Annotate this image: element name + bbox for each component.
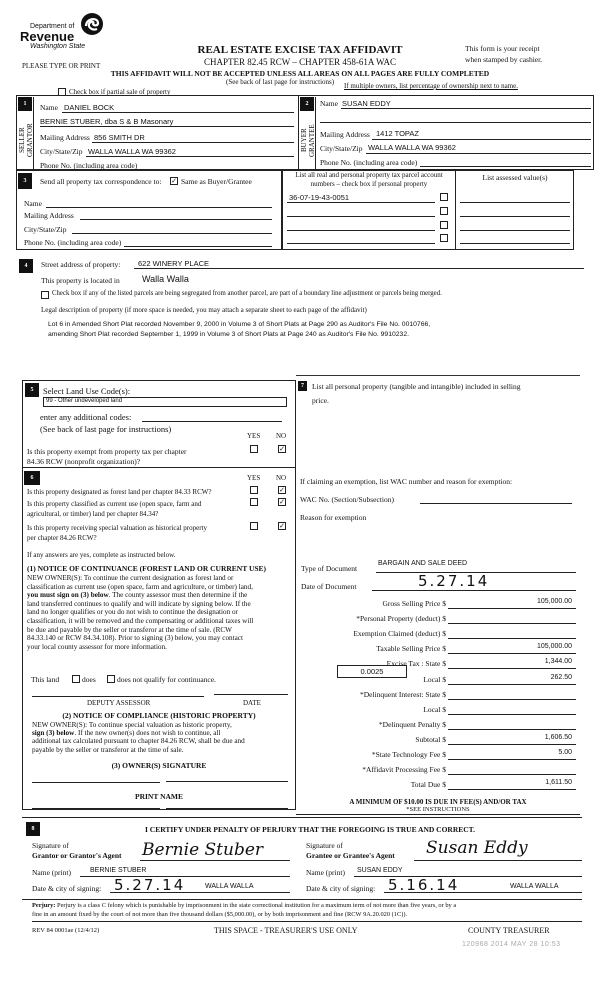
seller-name-label: Name [40, 103, 58, 112]
located-label: This property is located in [41, 276, 120, 285]
corr-city-label: City/State/Zip [24, 225, 67, 234]
buyer-city-label: City/State/Zip [320, 144, 363, 153]
buyer-city-value: WALLA WALLA WA 99362 [368, 143, 456, 152]
seller-name2-field[interactable] [40, 126, 294, 127]
tax-row-label: Total Due $ [410, 780, 446, 789]
s6-no-header: NO [276, 474, 287, 482]
additional-codes-field[interactable] [142, 421, 282, 422]
logo-line3: Washington State [30, 43, 86, 50]
assessor-date-field[interactable] [214, 694, 288, 695]
buyer-address-field[interactable] [372, 139, 591, 140]
partial-sale-label: Check box if partial sale of property [69, 88, 171, 96]
grantor-sig-label-1: Signature of [32, 841, 69, 850]
notice-compliance-body [32, 721, 294, 754]
grantor-date-label: Date & city of signing: [32, 884, 102, 893]
segregated-checkbox[interactable] [41, 291, 49, 299]
tax-row-label: Taxable Selling Price $ [376, 644, 446, 653]
s6-yes-header: YES [247, 474, 261, 482]
exempt-yes-checkbox[interactable] [250, 445, 258, 453]
receipt-note-2: when stamped by cashier. [465, 55, 543, 64]
parcel-number-field[interactable] [287, 216, 435, 217]
notice2-line: additional tax calculated pursuant to chapter 84.26 RCW, shall be due and [32, 737, 245, 746]
personal-property-checkbox[interactable] [440, 193, 448, 201]
parcels-divider [455, 170, 456, 250]
corr-address-label: Mailing Address [24, 211, 74, 220]
tax-row-field[interactable] [448, 699, 576, 700]
assessed-value-field[interactable] [460, 243, 570, 244]
logo-line2: Revenue [20, 29, 75, 44]
tax-row-field[interactable] [448, 774, 576, 775]
seller-address-field[interactable] [92, 142, 294, 143]
tax-row-label: *Affidavit Processing Fee $ [362, 765, 446, 774]
print-name-label: PRINT NAME [135, 792, 183, 801]
seller-name-value: DANIEL BOCK [64, 103, 115, 112]
notice1-line: 84.33.140 or RCW 84.34.108). Prior to signing (3) below, you may contact [27, 634, 243, 643]
tax-row-label: *Delinquent Interest: State $ [359, 690, 446, 699]
buyer-name-value: SUSAN EDDY [342, 99, 391, 108]
doc-type-value: BARGAIN AND SALE DEED [378, 560, 468, 567]
notice1-line: land transferred continues to qualify and will indicate by signing below. If the [27, 599, 251, 608]
tax-row-label: *Delinquent Penalty $ [378, 720, 446, 729]
tax-row-field[interactable] [448, 653, 576, 654]
seller-city-value: WALLA WALLA WA 99362 [88, 147, 176, 156]
wac-field[interactable] [420, 503, 572, 504]
seller-city-label: City/State/Zip [40, 147, 83, 156]
footer-rule [32, 921, 582, 922]
section-5-6-divider [22, 467, 296, 468]
tax-row-field[interactable] [448, 729, 576, 730]
located-value: Walla Walla [142, 274, 189, 284]
personal-property-label-1: List all personal property (tangible and intangible) included in selling [312, 382, 521, 391]
corr-phone-label: Phone No. (including area code) [24, 238, 122, 247]
buyer-address-value: 1412 TOPAZ [376, 129, 419, 138]
form-title: REAL ESTATE EXCISE TAX AFFIDAVIT [197, 44, 403, 56]
forest-yes-checkbox[interactable] [250, 486, 258, 494]
if-yes-note: If any answers are yes, complete as instructed below. [27, 551, 176, 559]
personal-property-label-2: price. [312, 396, 329, 405]
section-3-badge: 3 [18, 173, 32, 189]
notice2-bold: sign (3) below [32, 729, 75, 738]
current-use-question-2: agricultural, or timber) land per chapter 84.34? [27, 510, 159, 518]
certify-statement: I CERTIFY UNDER PENALTY OF PERJURY THAT THE FOREGOING IS TRUE AND CORRECT. [144, 825, 475, 834]
this-land-label: This land [31, 675, 60, 684]
corr-city-field[interactable] [72, 233, 272, 234]
doc-date-label: Date of Document [301, 582, 357, 591]
print-name-field-1[interactable] [32, 808, 160, 809]
dor-logo [18, 10, 110, 52]
section-4-badge: 4 [19, 259, 33, 273]
street-value: 622 WINERY PLACE [138, 259, 210, 268]
grantor-signature-field[interactable] [140, 860, 290, 861]
grantee-name-value: SUSAN EDDY [357, 867, 403, 874]
tax-row-label: Gross Selling Price $ [382, 599, 446, 608]
deputy-assessor-field[interactable] [32, 696, 204, 697]
perjury-line-1 [32, 902, 582, 911]
legal-label: Legal description of property (if more space is needed, you may attach a separate sheet to each page of the affidavit) [41, 306, 367, 314]
parcel-number-value: 36-07-19-43-0051 [289, 193, 350, 202]
tax-row-label: Exemption Claimed (deduct) $ [353, 629, 446, 638]
personal-property-checkbox[interactable] [440, 221, 448, 229]
seller-address-label: Mailing Address [40, 133, 90, 142]
corr-phone-field[interactable] [124, 246, 272, 247]
receipt-note-1: This form is your receipt [465, 44, 540, 53]
notice1-line: classification as current use (open space, farm and agriculture, or timber) land, [27, 582, 253, 591]
exempt-question-2: 84.36 RCW (nonprofit organization)? [27, 457, 141, 466]
buyer-address-label: Mailing Address [320, 130, 370, 139]
forest-no-checkbox[interactable]: ✓ [279, 486, 285, 494]
does-not-qualify-checkbox[interactable] [107, 675, 115, 683]
notice-continuance-body [27, 574, 292, 651]
treasurer-stamp: 120968 2014 MAY 28 10:53 [462, 941, 561, 948]
notice1-line: your local county assessor for more information. [27, 642, 167, 651]
tax-row-field[interactable] [448, 759, 576, 760]
grantee-sig-label-1: Signature of [306, 841, 343, 850]
grantee-signature: Susan Eddy [426, 838, 528, 858]
buyer-city-field[interactable] [366, 153, 591, 154]
exemption-label: If claiming an exemption, list WAC number and reason for exemption: [300, 477, 513, 486]
land-use-instructions: (See back of last page for instructions) [40, 424, 172, 434]
exempt-question-1: Is this property exempt from property tax per chapter [27, 447, 187, 456]
section-7-badge: 7 [298, 381, 307, 391]
legal-description-line2: amending Short Plat recorded September 1, 1999 in Volume 3 of Short Plats at Page 240 as Auditor's File No. 9910232. [48, 331, 410, 338]
notice1-line: classification, it will be removed and the compensating or additional taxes will [27, 616, 254, 625]
perjury-notice [32, 902, 582, 919]
perjury-line-2: fine in an amount fixed by the court of not more than five thousand dollars ($5,000.00), or by both imprisonment and fine (RCW 9A.20.020 (1C)). [32, 910, 408, 918]
buyer-side-label [300, 118, 314, 163]
exempt-no-checkbox[interactable]: ✓ [279, 445, 285, 453]
tax-row-value: 1,606.50 [544, 734, 572, 741]
section-5-badge: 5 [25, 383, 39, 397]
seller-label: SELLER [18, 127, 26, 154]
buyer-phone-field[interactable] [420, 166, 591, 167]
same-as-buyer-checkbox[interactable]: ✓ [171, 177, 177, 185]
seller-address-value: 856 SMITH DR [94, 133, 145, 142]
tax-row-value: 262.50 [550, 674, 572, 681]
historic-no-checkbox[interactable]: ✓ [279, 522, 285, 530]
buyer-name-label: Name [320, 99, 338, 108]
historic-question-2: per chapter 84.26 RCW? [27, 534, 97, 542]
doc-type-label: Type of Document [301, 564, 358, 573]
tax-row-value: 1,344.00 [544, 658, 572, 665]
exempt-yes-header: YES [247, 432, 261, 440]
perjury-text-1: Perjury is a class C felony which is punishable by imprisonment in the state correctional institution for a maximum term of not more than five years, or by a [55, 902, 457, 909]
buyer-phone-label: Phone No. (including area code) [320, 158, 418, 167]
historic-question-1: Is this property receiving special valuation as historical property [27, 524, 208, 532]
tax-row-label: *Personal Property (deduct) $ [356, 614, 446, 623]
buyer-name-field[interactable] [341, 108, 591, 109]
section-8-bottom-rule [22, 899, 582, 900]
notice2-rest: . If the new owner(s) does not wish to continue, all [74, 729, 221, 738]
county-treasurer-label: COUNTY TREASURER [468, 926, 550, 935]
current-use-yes-checkbox[interactable] [250, 498, 258, 506]
section-8-badge: 8 [26, 822, 40, 836]
current-use-question-1: Is this property classified as current use (open space, farm and [27, 500, 202, 508]
section-2-badge: 2 [300, 97, 314, 111]
notice2-line: NEW OWNER(S): To continue special valuation as historic property, [32, 721, 232, 729]
notice1-line [27, 591, 292, 600]
does-not-label: does not qualify for continuance. [117, 675, 216, 684]
deputy-assessor-label: DEPUTY ASSESSOR [87, 699, 151, 707]
tax-row-field[interactable] [448, 623, 576, 624]
tax-row-field[interactable] [448, 744, 576, 745]
same-as-buyer-label: Same as Buyer/Grantee [181, 177, 252, 186]
exempt-no-header: NO [276, 432, 287, 440]
grantee-signature-field[interactable] [414, 860, 582, 861]
parcel-number-field[interactable] [287, 230, 435, 231]
tax-row-field[interactable] [448, 638, 576, 639]
local-rate-value: 0.0025 [360, 667, 384, 676]
corr-name-label: Name [24, 199, 42, 208]
assessed-value-field[interactable] [460, 216, 570, 217]
tax-row-value: 105,000.00 [536, 643, 572, 650]
notice-compliance-title: (2) NOTICE OF COMPLIANCE (HISTORIC PROPERTY) [62, 711, 256, 720]
grantor-label: GRANTOR [26, 123, 34, 158]
grantee-label: GRANTEE [308, 124, 316, 157]
parcel-number-field[interactable] [287, 202, 435, 203]
seller-city-field[interactable] [86, 156, 294, 157]
seller-name-field[interactable] [62, 112, 294, 113]
grantor-signature: Bernie Stuber [142, 840, 264, 860]
tax-row-field[interactable] [448, 668, 576, 669]
grantor-name-value: BERNIE STUBER [90, 867, 147, 874]
section-1-badge: 1 [18, 97, 32, 111]
street-label: Street address of property: [41, 260, 121, 269]
grantor-date-value: 5.27.14 [114, 876, 186, 894]
notice1-line: NEW OWNER(S): To continue the current designation as forest land or [27, 574, 234, 582]
seller-name2-value: BERNIE STUBER, dba S & B Masonary [40, 117, 174, 126]
please-type: PLEASE TYPE OR PRINT [22, 62, 101, 70]
wac-label: WAC No. (Section/Subsection) [300, 495, 394, 504]
grantee-date-value: 5.16.14 [388, 876, 460, 894]
assessed-value-field[interactable] [460, 202, 570, 203]
tax-row-value: 1,611.50 [545, 779, 572, 786]
perjury-bold: Perjury: [32, 902, 56, 909]
segregated-label: Check box if any of the listed parcels are being segregated from another parcel, are part of a boundary line adjustment or parcels being merged. [52, 290, 442, 297]
grantor-city-value: WALLA WALLA [205, 883, 254, 890]
forest-land-question: Is this property designated as forest land per chapter 84.33 RCW? [27, 488, 212, 496]
parcels-header-2: numbers – check box if personal property [310, 180, 428, 188]
seller-side-label [18, 118, 32, 163]
warning-banner: THIS AFFIDAVIT WILL NOT BE ACCEPTED UNLESS ALL AREAS ON ALL PAGES ARE FULLY COMPLETED [110, 69, 490, 78]
notice1-bold: you must sign on (3) below [27, 591, 109, 600]
tax-row-label: Local $ [423, 705, 446, 714]
doc-date-field[interactable] [372, 590, 576, 591]
tax-row-label: Excise Tax : State $ [386, 659, 446, 668]
form-number: REV 84 0001ae (12/4/12) [32, 927, 100, 934]
buyer-label: BUYER [300, 128, 308, 153]
tax-row-field[interactable] [448, 789, 576, 790]
multiple-owners-note: If multiple owners, list percentage of ownership next to name. [344, 82, 518, 90]
corr-name-field[interactable] [46, 207, 272, 208]
personal-property-checkbox[interactable] [440, 234, 448, 242]
tax-row-label: *State Technology Fee $ [371, 750, 446, 759]
notice2-line [32, 729, 294, 737]
tax-row-label: Subtotal $ [415, 735, 446, 744]
section-8-top-rule [22, 817, 582, 818]
owner-signature-field-2[interactable] [166, 781, 288, 782]
land-use-code-value: 99 - Other undeveloped land [46, 398, 123, 404]
land-use-label: Select Land Use Code(s): [43, 386, 131, 396]
corr-address-field[interactable] [80, 219, 272, 220]
parcels-header-1: List all real and personal property tax parcel account [295, 171, 443, 179]
buyer-name2-field[interactable] [320, 122, 591, 123]
see-instructions: *SEE INSTRUCTIONS [406, 806, 470, 813]
notice1-line: land no longer qualifies or you do not wish to continue the designation or [27, 608, 238, 617]
doc-date-value: 5.27.14 [418, 572, 490, 590]
current-use-no-checkbox[interactable]: ✓ [279, 498, 285, 506]
grantor-name-label: Name (print) [32, 868, 71, 877]
seller-phone-label: Phone No. (including area code) [40, 161, 138, 170]
additional-codes-label: enter any additional codes: [40, 412, 132, 422]
tax-row-value: 105,000.00 [536, 598, 572, 605]
grantee-date-label: Date & city of signing: [306, 884, 376, 893]
owner-signature-label: (3) OWNER(S) SIGNATURE [111, 761, 207, 770]
notice-continuance-title: (1) NOTICE OF CONTINUANCE (FOREST LAND OR CURRENT USE) [27, 564, 267, 573]
grantee-sig-label-2: Grantee or Grantee's Agent [306, 851, 395, 860]
assessed-value-field[interactable] [460, 230, 570, 231]
notice2-line: payable by the seller or transferor at the time of sale. [32, 745, 184, 754]
grantee-city-value: WALLA WALLA [510, 883, 559, 890]
section-6-badge: 6 [24, 471, 40, 485]
tax-row-value: 5.00 [558, 749, 572, 756]
treasurer-space-label: THIS SPACE - TREASURER'S USE ONLY [214, 926, 358, 935]
parcel-number-field[interactable] [287, 243, 435, 244]
parties-divider [298, 95, 299, 170]
exemption-reason-label: Reason for exemption [300, 513, 367, 522]
tax-row-label: Local $ [423, 675, 446, 684]
grantor-sig-label-2: Grantor or Grantor's Agent [32, 851, 122, 860]
tax-row-field[interactable] [448, 684, 576, 685]
form-subtitle: CHAPTER 82.45 RCW – CHAPTER 458-61A WAC [204, 57, 396, 67]
tax-row-field[interactable] [448, 714, 576, 715]
minimum-note: A MINIMUM OF $10.00 IS DUE IN FEE(S) AND/OR TAX [349, 798, 527, 806]
grantee-name-label: Name (print) [306, 868, 345, 877]
does-label: does [82, 675, 96, 684]
personal-property-checkbox[interactable] [440, 207, 448, 215]
parcels-header [284, 171, 454, 189]
historic-yes-checkbox[interactable] [250, 522, 258, 530]
logo-swirl-icon [80, 12, 104, 36]
see-back-note: (See back of last page for instructions) [226, 78, 335, 86]
logo-line1: Department of [30, 23, 75, 30]
assessor-date-label: DATE [243, 699, 261, 707]
does-qualify-checkbox[interactable] [72, 675, 80, 683]
print-name-field-2[interactable] [166, 808, 288, 809]
owner-signature-field-1[interactable] [32, 782, 160, 783]
notice1-line: be due and payable by the seller or transferor at the time of sale. (RCW [27, 625, 232, 634]
tax-row-field[interactable] [448, 608, 576, 609]
legal-description-line1: Lot 6 in Amended Short Plat recorded November 9, 2000 in Volume 3 of Short Plats at Page 290 as Auditor's File No. 0010766, [48, 321, 431, 328]
street-field[interactable] [134, 268, 584, 269]
assessed-header: List assessed value(s) [482, 173, 548, 182]
correspondence-label: Send all property tax correspondence to: [40, 177, 162, 186]
notice1-rest: . The county assessor must then determine if the [108, 591, 248, 600]
